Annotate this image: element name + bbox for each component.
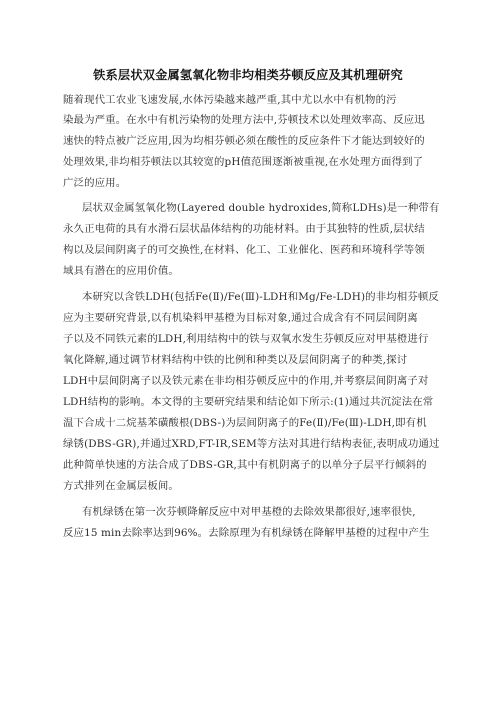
body-line: 本研究以含铁LDH(包括Fe(Ⅱ)/Fe(Ⅲ)-LDH和Mg/Fe-LDH)的非均相芬顿反 [82, 291, 439, 303]
document-title: 铁系层状双金属氢氧化物非均相类芬顿反应及其机理研究 [93, 68, 403, 82]
body-line: 层状双金属氢氧化物(Layered double hydroxides,简称LDHs)是一种带有 [82, 202, 440, 214]
body-line: 染最为严重。在水中有机污染物的处理方法中,芬顿技术以处理效率高、反应迅 [63, 114, 425, 126]
body-line: 速快的特点被广泛应用,因为均相芬顿必须在酸性的反应条件下才能达到较好的 [63, 135, 425, 147]
body-line: LDH中层间阴离子以及铁元素在非均相芬顿反应中的作用,并考察层间阴离子对 [63, 375, 429, 387]
body-line: 氧化降解,通过调节材料结构中铁的比例和种类以及层间阴离子的种类,探讨 [63, 354, 408, 366]
body-line: 域具有潜在的应用价值。 [63, 265, 179, 277]
body-line: 绿锈(DBS-GR),并通过XRD,FT-IR,SEM等方法对其进行结构表征,表明成功通过 [63, 438, 440, 450]
body-line: 随着现代工农业飞速发展,水体污染越来越严重,其中尤以水中有机物的污 [63, 94, 397, 106]
body-line: 此种简单快速的方法合成了DBS-GR,其中有机阴离子的以单分子层平行倾斜的 [63, 459, 427, 471]
body-line: 子以及不同铁元素的LDH,利用结构中的铁与双氧水发生芬顿反应对甲基橙进行 [63, 333, 429, 345]
body-line: 方式排列在金属层板间。 [63, 480, 179, 492]
body-line: 有机绿锈在第一次芬顿降解反应中对甲基橙的去除效果都很好,速率很快, [82, 506, 416, 518]
body-line: LDH结构的影响。本文得的主要研究结果和结论如下所示:(1)通过共沉淀法在常 [63, 396, 434, 408]
body-line: 应为主要研究背景,以有机染料甲基橙为目标对象,通过合成含有不同层间阴离 [63, 312, 418, 324]
body-line: 广泛的应用。 [63, 177, 127, 189]
body-line: 构以及层间阴离子的可交换性,在材料、化工、工业催化、医药和环境科学等领 [63, 244, 425, 256]
body-line: 反应15 min去除率达到96%。去除原理为有机绿锈在降解甲基橙的过程中产生 [63, 527, 430, 539]
body-line: 永久正电荷的具有水滑石层状晶体结构的功能材料。由于其独特的性质,层状结 [63, 223, 425, 235]
body-line: 温下合成十二烷基苯磺酸根(DBS-)为层间阴离子的Fe(Ⅱ)/Fe(Ⅲ)-LDH,即有机 [63, 417, 427, 429]
body-line: 处理效果,非均相芬顿法以其较宽的pH值范围逐渐被重视,在水处理方面得到了 [63, 156, 424, 168]
